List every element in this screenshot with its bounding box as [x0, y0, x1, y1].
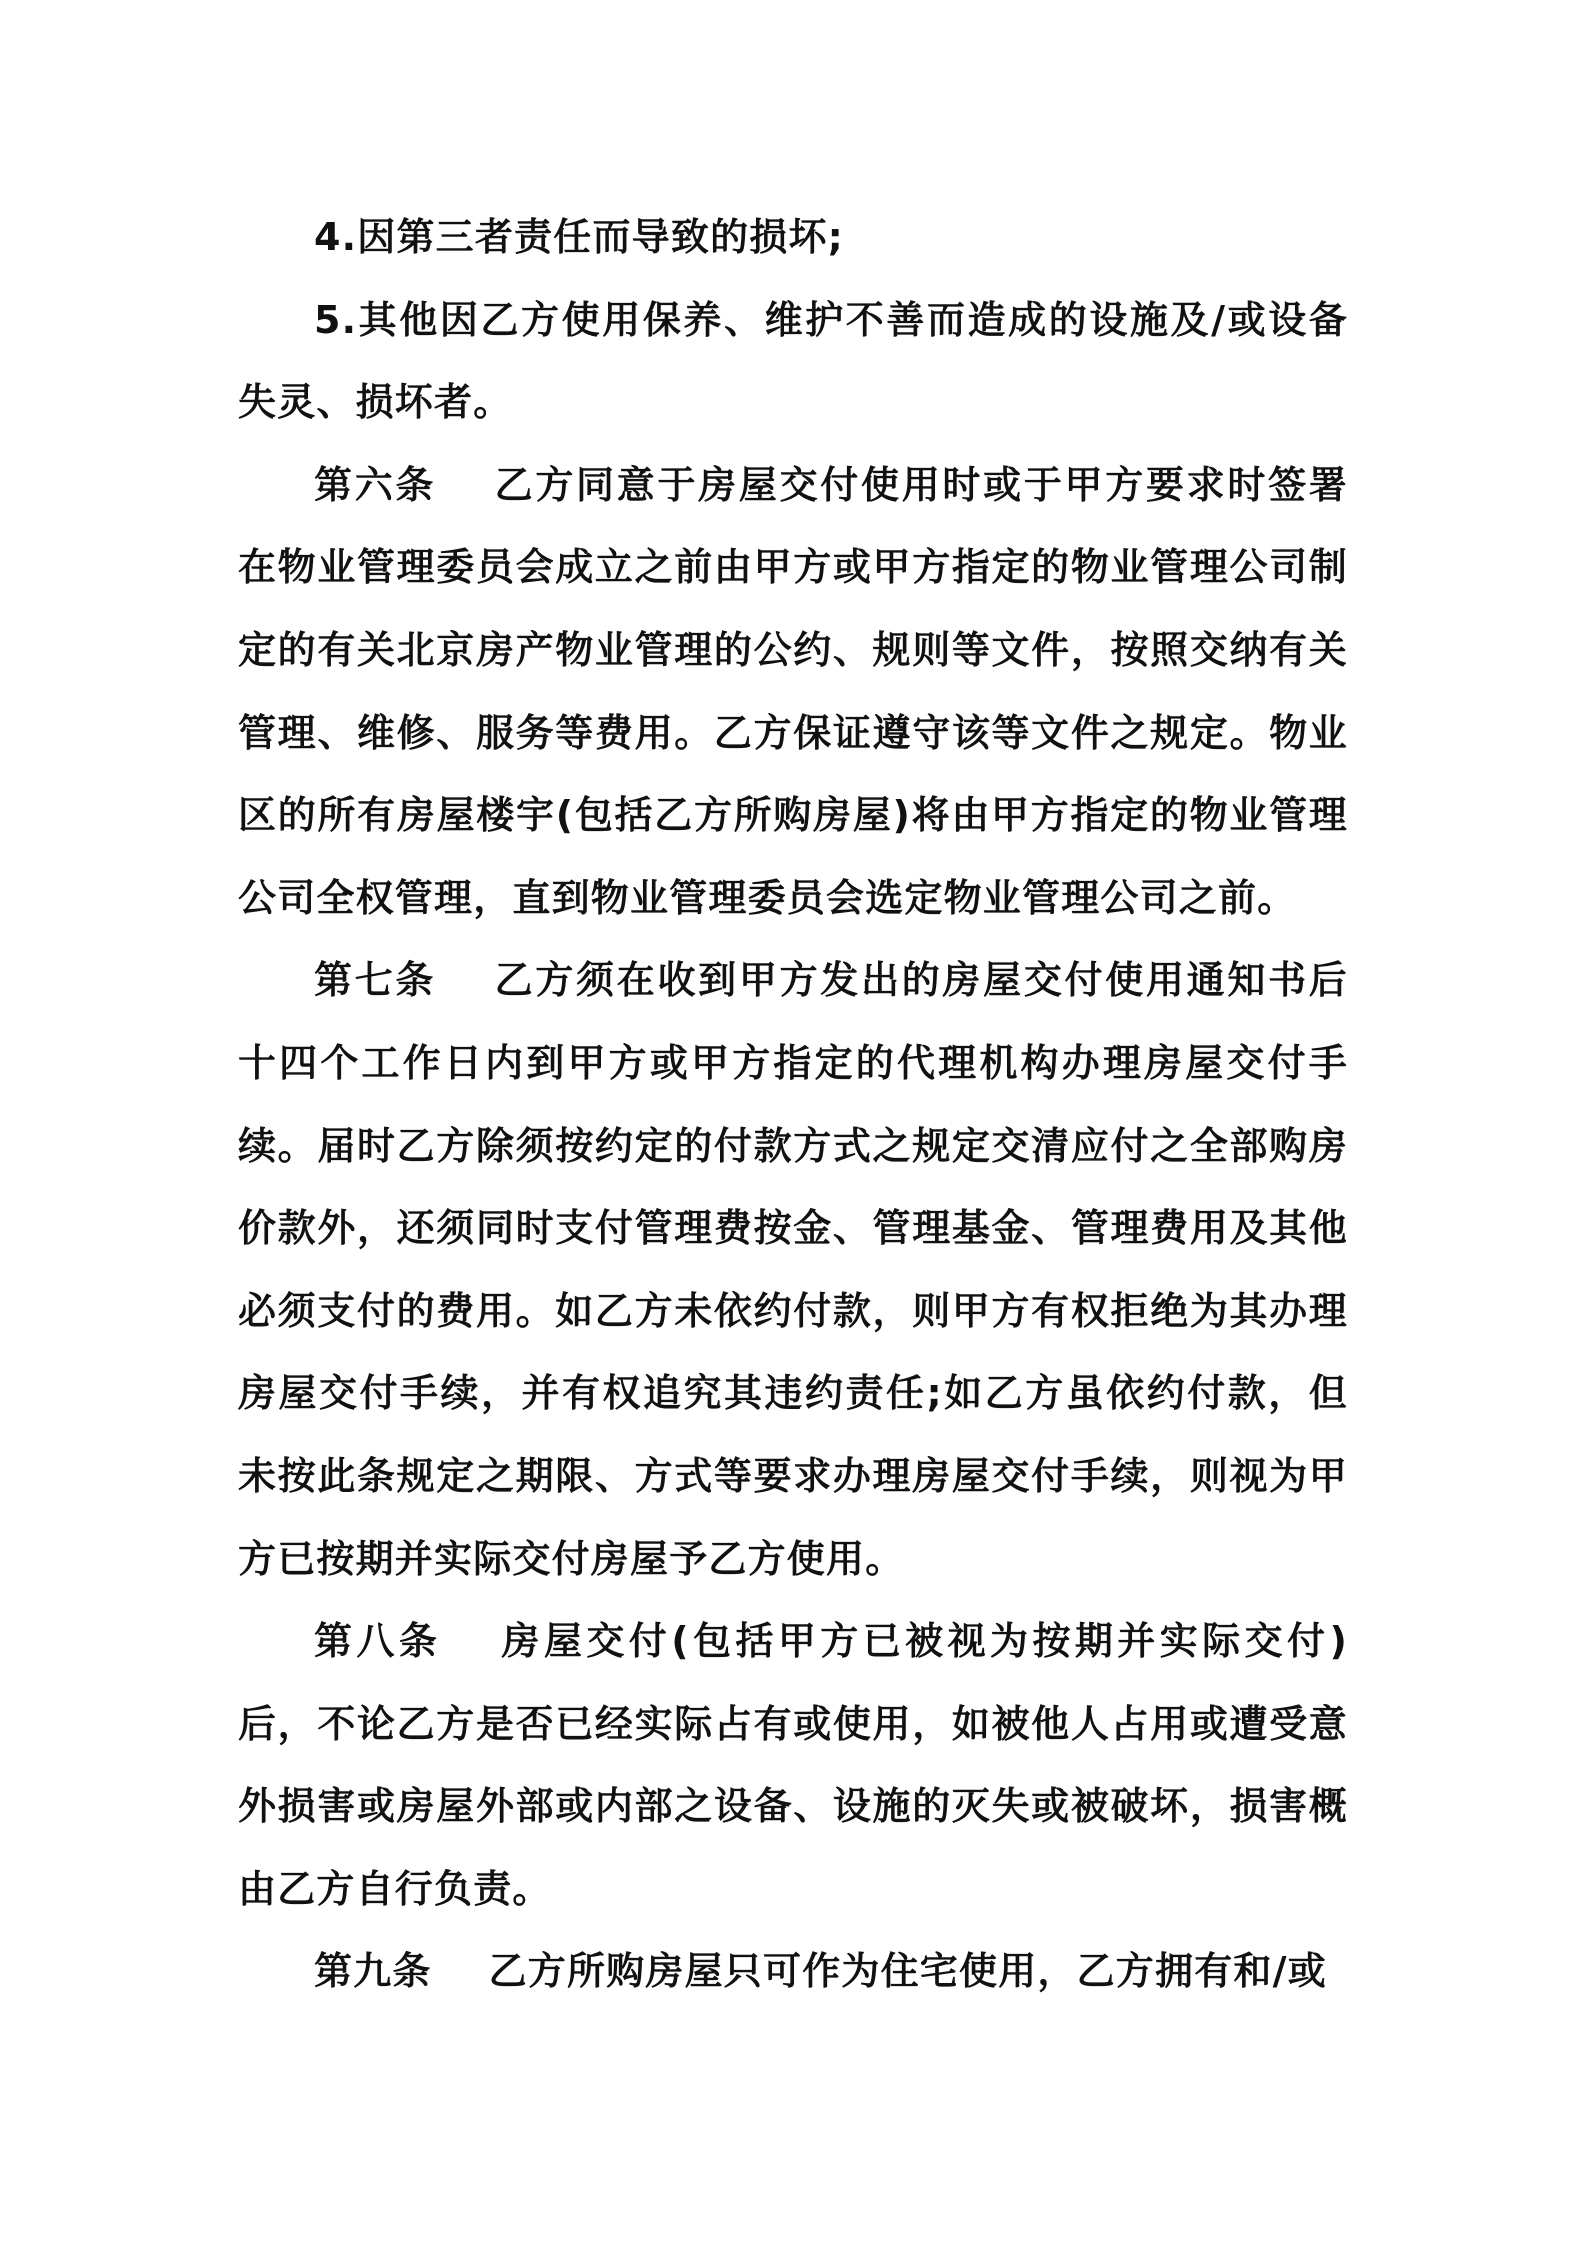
article-6: [238, 444, 1348, 940]
paragraph-text: 乙方同意于房屋交付使用时或于甲方要求时签署在物业管理委员会成立之前由甲方或甲方指定的物业管理公司制定的有关北京房产物业管理的公约、规则等文件，按照交纳有关管理、维修、服务等费用。乙方保证遵守该等文件之规定。物业区的所有房屋楼宇(包括乙方所购房屋)将由甲方指定的物业管理公司全权管理，直到物业管理委员会选定物业管理公司之前。: [238, 462, 1348, 920]
article-8: [238, 1600, 1348, 1930]
paragraph-text: 房屋交付(包括甲方已被视为按期并实际交付)后，不论乙方是否已经实际占有或使用，如被他人占用或遭受意外损害或房屋外部或内部之设备、设施的灭失或被破坏，损害概由乙方自行负责。: [238, 1619, 1349, 1911]
paragraph-text: 4.因第三者责任而导致的损坏;: [314, 215, 845, 259]
paragraph-text: 乙方所购房屋只可作为住宅使用，乙方拥有和/或: [488, 1949, 1327, 1994]
article-heading: 第六条: [314, 462, 437, 507]
article-heading: 第七条: [314, 958, 437, 1003]
list-item-5: [238, 279, 1348, 444]
list-item-4: [238, 196, 1348, 279]
article-7: [238, 939, 1348, 1600]
paragraph-text: 乙方须在收到甲方发出的房屋交付使用通知书后十四个工作日内到甲方或甲方指定的代理机构办理房屋交付手续。届时乙方除须按约定的付款方式之规定交清应付之全部购房价款外，还须同时支付管理费按金、管理基金、管理费用及其他必须支付的费用。如乙方未依约付款，则甲方有权拒绝为其办理房屋交付手续，并有权追究其违约责任;如乙方虽依约付款，但未按此条规定之期限、方式等要求办理房屋交付手续，则视为甲方已按期并实际交付房屋予乙方使用。: [238, 958, 1348, 1581]
article-9: [238, 1930, 1348, 2013]
article-heading: 第九条: [314, 1949, 432, 1994]
paragraph-text: 5.其他因乙方使用保养、维护不善而造成的设施及/或设备失灵、损坏者。: [238, 297, 1348, 425]
document-body: [238, 196, 1348, 2013]
article-heading: 第八条: [314, 1619, 442, 1664]
